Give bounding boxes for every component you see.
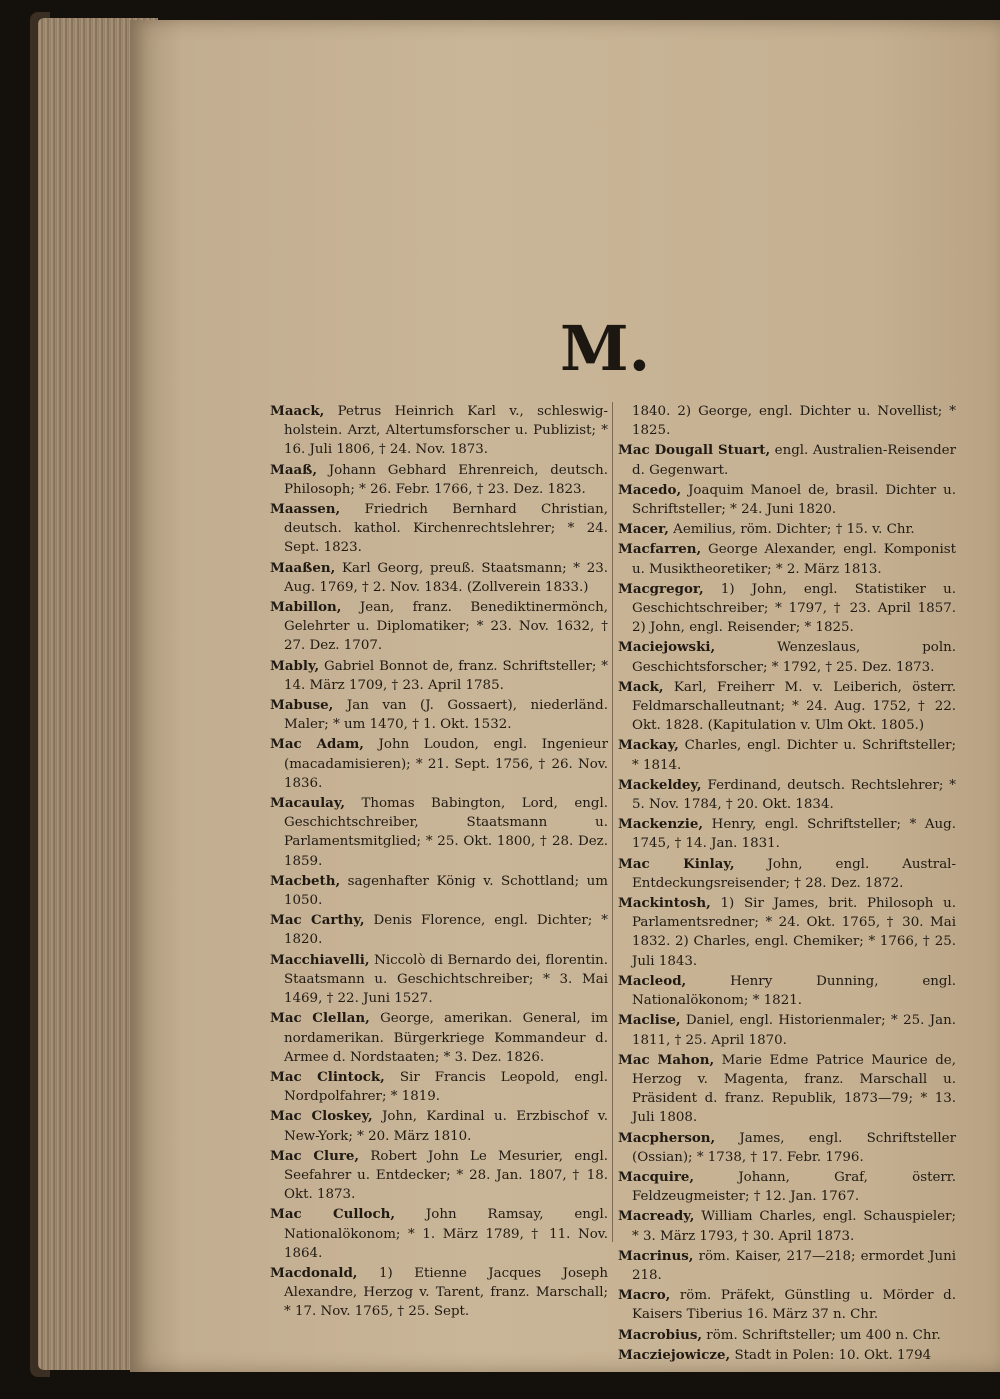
entry-headword: Maaß, [270,461,318,478]
entry-headword: Mac Clellan, [270,1010,370,1027]
entry-text: William Charles, engl. Schauspieler; * 3. März 1793, † 30. April 1873. [632,1209,956,1244]
entry-headword: Maaßen, [270,559,336,576]
dictionary-entry [618,441,956,479]
dictionary-entry [618,678,956,736]
column-divider [612,402,613,1242]
entry-text: Jan van (J. Gossaert), niederländ. Maler; * um 1470, † 1. Okt. 1532. [284,698,608,733]
entry-text: 1) John, engl. Statistiker u. Geschichtschreiber; * 1797, † 23. April 1857. 2) John, engl. Reisender; * 1825. [632,581,956,636]
dictionary-entry [618,1051,956,1128]
dictionary-entry [270,1068,608,1106]
entry-headword: Macro, [618,1287,671,1304]
entry-headword: Macgregor, [618,580,704,597]
dictionary-entry [270,1009,608,1067]
dictionary-entry [270,794,608,871]
dictionary-entry [270,500,608,558]
entry-headword: Macrinus, [618,1247,694,1264]
entry-text: Marie Edme Patrice Maurice de, Herzog v. Magenta, franz. Marschall u. Präsident d. franz. Republik, 1873—79; * 13. Juli 1808. [632,1052,956,1126]
dictionary-entry [618,481,956,519]
dictionary-entry [618,855,956,893]
entry-text: John Loudon, engl. Ingenieur (macadamisieren); * 21. Sept. 1756, † 26. Nov. 1836. [284,737,608,791]
entry-text: Johann Gebhard Ehrenreich, deutsch. Philosoph; * 26. Febr. 1766, † 23. Dez. 1823. [284,462,608,497]
dictionary-entry [618,1207,956,1245]
entry-headword: Mack, [618,678,664,695]
entry-text: Joaquim Manoel de, brasil. Dichter u. Schriftsteller; * 24. Juni 1820. [632,482,956,518]
entry-headword: Mackintosh, [618,895,711,912]
entry-text: Henry Dunning, engl. Nationalökonom; * 1821. [632,973,956,1009]
entry-text: röm. Präfekt, Günstling u. Mörder d. Kaisers Tiberius 16. März 37 n. Chr. [632,1288,956,1323]
dictionary-entry [270,951,608,1009]
entry-headword: Macfarren, [618,541,702,558]
entry-text: George, amerikan. General, im nordamerikan. Bürgerkriege Kommandeur d. Armee d. Nordstaaten; * 3. Dez. 1826. [284,1011,608,1065]
dictionary-entry [270,696,608,734]
entry-text: engl. Australien-Reisender d. Gegenwart. [632,443,956,478]
dictionary-entry [618,1326,956,1345]
entry-headword: Macleod, [618,972,687,989]
entry-text: 1) Etienne Jacques Joseph Alexandre, Herzog v. Tarent, franz. Marschall; * 17. Nov. 1765, † 25. Sept. [284,1265,608,1320]
entry-headword: Mac Kinlay, [618,855,735,872]
entry-text: 1840. 2) George, engl. Dichter u. Novellist; * 1825. [632,404,956,439]
entry-headword: Mac Dougall Stuart, [618,442,771,459]
entry-headword: Mabuse, [270,697,334,714]
dictionary-entry [618,776,956,814]
entry-headword: Mac Carthy, [270,912,365,929]
entry-headword: Mac Mahon, [618,1051,715,1068]
dictionary-entry [618,580,956,638]
entry-headword: Mac Closkey, [270,1108,373,1125]
entry-headword: Maack, [270,403,325,419]
entry-headword: Mac Culloch, [270,1206,396,1223]
dictionary-entry [618,1168,956,1206]
entry-text: Daniel, engl. Historienmaler; * 25. Jan. 1811, † 25. April 1870. [632,1013,956,1048]
entry-text: Stadt in Polen: 10. Okt. 1794 [730,1347,932,1363]
entry-text: Karl Georg, preuß. Staatsmann; * 23. Aug. 1769, † 2. Nov. 1834. (Zollverein 1833.) [284,560,608,595]
dictionary-entry [270,657,608,695]
right-column [618,402,956,1366]
entry-text: röm. Kaiser, 217—218; ermordet Juni 218. [632,1248,956,1283]
dictionary-entry [270,1205,608,1263]
entry-headword: Mackeldey, [618,776,702,793]
entry-headword: Mackay, [618,737,679,754]
entry-text: Wenzeslaus, poln. Geschichtsforscher; * 1792, † 25. Dez. 1873. [632,640,956,675]
entry-text: Jean, franz. Benediktinermönch, Gelehrter u. Diplomatiker; * 23. Nov. 1632, † 27. Dez. 1707. [284,600,608,654]
entry-headword: Mac Clintock, [270,1068,385,1085]
dictionary-entry [270,735,608,793]
entry-headword: Mabillon, [270,599,342,616]
dictionary-entry [270,872,608,910]
entry-text: Niccolò di Bernardo dei, florentin. Staatsmann u. Geschichtschreiber; * 3. Mai 1469, † 22. Juni 1527. [284,952,608,1007]
entry-text: Gabriel Bonnot de, franz. Schriftsteller; * 14. März 1709, † 23. April 1785. [284,658,608,693]
entry-headword: Macedo, [618,481,682,498]
dictionary-entry [270,402,608,460]
entry-text: Sir Francis Leopold, engl. Nordpolfahrer; * 1819. [284,1069,609,1105]
entry-headword: Macziejowicze, [618,1346,731,1363]
entry-headword: Maclise, [618,1012,681,1029]
entry-text: Petrus Heinrich Karl v., schleswig-holstein. Arzt, Altertumsforscher u. Publizist; * 16. Juli 1806, † 24. Nov. 1873. [284,404,608,458]
dictionary-entry [618,1011,956,1049]
entry-text: Johann, Graf, österr. Feldzeugmeister; † 12. Jan. 1767. [632,1169,956,1205]
entry-headword: Macdonald, [270,1264,358,1281]
entry-text: Thomas Babington, Lord, engl. Geschichtschreiber, Staatsmann u. Parlamentsmitglied; * 25. Okt. 1800, † 28. Dez. 1859. [284,796,608,869]
dictionary-entry [618,736,956,774]
entry-text: röm. Schriftsteller; um 400 n. Chr. [702,1327,941,1343]
dictionary-entry [618,1129,956,1167]
entry-text: John Ramsay, engl. Nationalökonom; * 1. März 1789, † 11. Nov. 1864. [284,1207,609,1261]
entry-text: Charles, engl. Dichter u. Schriftsteller; * 1814. [632,738,956,773]
entry-text: Friedrich Bernhard Christian, deutsch. kathol. Kirchenrechtslehrer; * 24. Sept. 1823. [284,502,608,556]
entry-headword: Maassen, [270,501,341,518]
entry-headword: Maciejowski, [618,639,716,656]
entry-headword: Mably, [270,657,320,674]
dictionary-entry [618,894,956,971]
entry-headword: Macer, [618,521,669,538]
entry-text: sagenhafter König v. Schottland; um 1050. [284,873,608,909]
dictionary-entry [618,402,956,440]
entry-headword: Macready, [618,1208,695,1225]
entry-headword: Macaulay, [270,795,345,812]
entry-headword: Macchiavelli, [270,951,370,968]
section-letter: M. [560,312,651,385]
dictionary-entry [270,911,608,949]
entry-text: 1) Sir James, brit. Philosoph u. Parlamentsredner; * 24. Okt. 1765, † 30. Mai 1832. 2) Charles, engl. Chemiker; * 1766, † 25. Juli 1843. [632,896,956,969]
dictionary-entry [618,638,956,676]
entry-headword: Macbeth, [270,872,341,889]
entry-headword: Macpherson, [618,1129,716,1146]
dictionary-entry [618,972,956,1010]
entry-headword: Mac Adam, [270,736,364,753]
entry-text: George Alexander, engl. Komponist u. Musiktheoretiker; * 2. März 1813. [632,542,956,577]
entry-headword: Macquire, [618,1168,695,1185]
entry-text: John, engl. Austral-Entdeckungsreisender; † 28. Dez. 1872. [632,856,956,891]
dictionary-entry [618,815,956,853]
dictionary-entry [618,1346,956,1365]
dictionary-entry [618,1247,956,1285]
dictionary-entry [270,1147,608,1205]
dictionary-entry [270,1264,608,1322]
left-column [270,402,608,1323]
dictionary-entry [618,520,956,539]
entry-text: Aemilius, röm. Dichter; † 15. v. Chr. [668,522,915,538]
entry-text: Karl, Freiherr M. v. Leiberich, österr. Feldmarschalleutnant; * 24. Aug. 1752, † 22. Okt. 1828. (Kapitulation v. Ulm Okt. 1805.) [632,679,956,734]
entry-text: Henry, engl. Schriftsteller; * Aug. 1745, † 14. Jan. 1831. [632,817,956,852]
dictionary-entry [618,540,956,578]
entry-text: John, Kardinal u. Erzbischof v. New-York; * 20. März 1810. [284,1109,608,1144]
dictionary-entry [270,1107,608,1145]
entry-headword: Mac Clure, [270,1147,360,1164]
entry-text: James, engl. Schriftsteller (Ossian); * 1738, † 17. Febr. 1796. [632,1130,956,1165]
dictionary-entry [270,461,608,499]
dictionary-entry [270,559,608,597]
entry-headword: Mackenzie, [618,816,704,833]
entry-headword: Macrobius, [618,1326,703,1343]
entry-text: Robert John Le Mesurier, engl. Seefahrer u. Entdecker; * 28. Jan. 1807, † 18. Okt. 1873. [284,1148,608,1203]
dictionary-entry [618,1286,956,1324]
entry-text: Ferdinand, deutsch. Rechtslehrer; * 5. Nov. 1784, † 20. Okt. 1834. [632,777,956,813]
dictionary-entry [270,598,608,656]
entry-text: Denis Florence, engl. Dichter; * 1820. [284,913,608,948]
